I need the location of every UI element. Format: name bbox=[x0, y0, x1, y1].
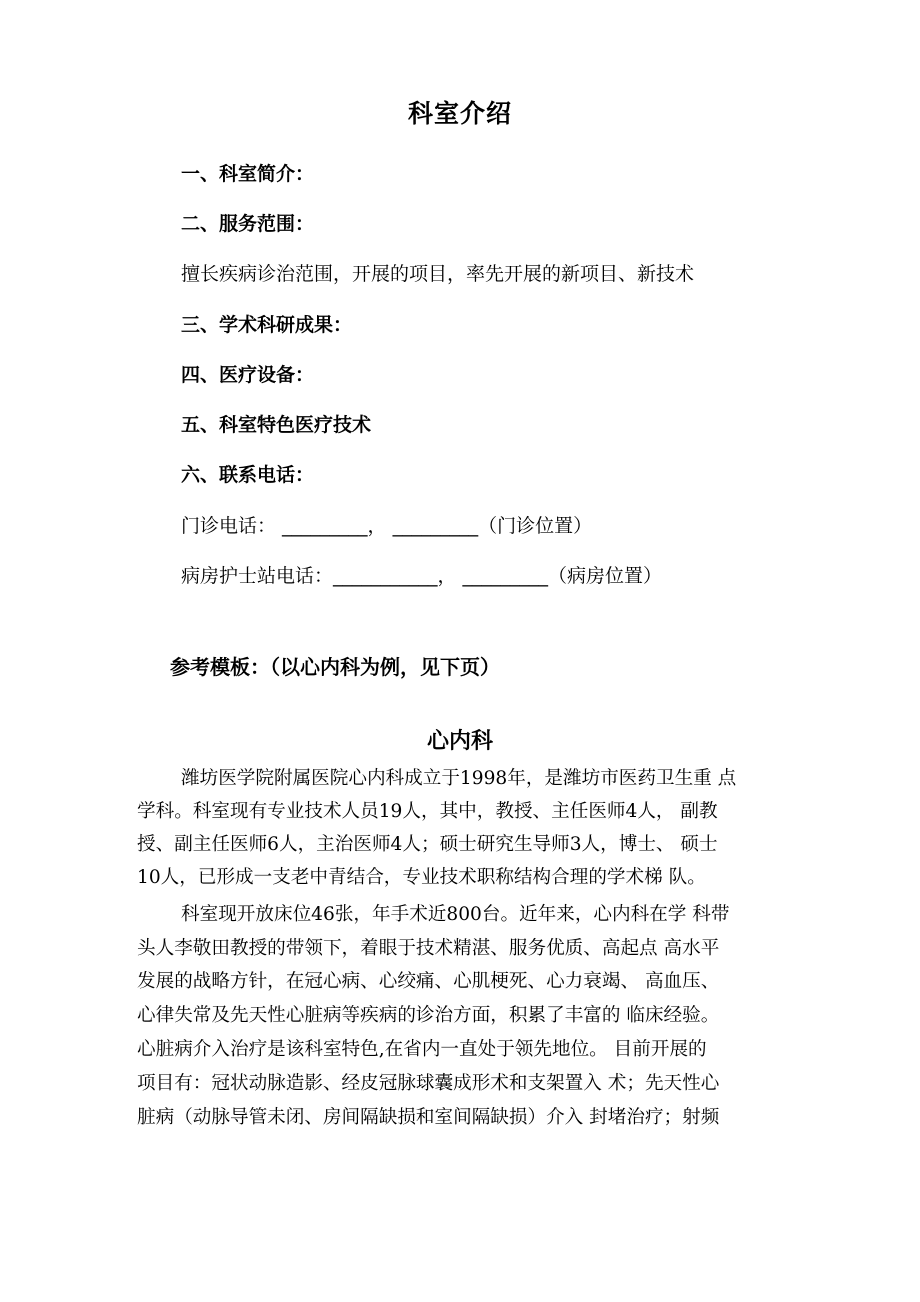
section-service-scope-heading: 二、服务范围： bbox=[181, 213, 315, 235]
paragraph-line: 10人，已形成一支老中青结合，专业技术职称结构合理的学术梯 队。 bbox=[137, 867, 706, 888]
section-intro-heading: 一、科室简介： bbox=[181, 163, 315, 185]
paragraph-line: 心脏病介入治疗是该科室特色,在省内一直处于领先地位。 目前开展的 bbox=[137, 1039, 707, 1060]
paragraph-line: 项目有：冠状动脉造影、经皮冠脉球囊成形术和支架置入 术；先天性心 bbox=[137, 1073, 720, 1094]
paragraph-line: 脏病（动脉导管未闭、房间隔缺损和室间隔缺损）介入 封堵治疗；射频 bbox=[137, 1107, 720, 1128]
section-research-heading: 三、学术科研成果： bbox=[181, 314, 353, 336]
outpatient-phone-line: 门诊电话： _________， _________（门诊位置） bbox=[181, 515, 593, 537]
template-note: 参考模板：（以心内科为例，见下页） bbox=[170, 655, 500, 679]
department-title: 心内科 bbox=[426, 729, 493, 754]
paragraph-line: 发展的战略方针，在冠心病、心绞痛、心肌梗死、心力衰竭、 高血压、 bbox=[137, 971, 720, 992]
section-featured-tech-heading: 五、科室特色医疗技术 bbox=[181, 414, 372, 436]
section-contact-heading: 六、联系电话： bbox=[181, 464, 315, 486]
document-title: 科室介绍 bbox=[407, 99, 512, 128]
paragraph-line: 学科。科室现有专业技术人员19人，其中，教授、主任医师4人， 副教 bbox=[137, 801, 718, 822]
paragraph-line: 头人李敬田教授的带领下，着眼于技术精湛、服务优质、高起点 高水平 bbox=[137, 938, 720, 959]
section-equipment-heading: 四、医疗设备： bbox=[181, 364, 315, 386]
service-scope-description: 擅长疾病诊治范围，开展的项目，率先开展的新项目、新技术 bbox=[181, 263, 695, 285]
paragraph-line: 潍坊医学院附属医院心内科成立于1998年，是潍坊市医药卫生重 点 bbox=[181, 768, 737, 789]
paragraph-line: 授、副主任医师6人，主治医师4人；硕士研究生导师3人，博士、 硕士 bbox=[137, 834, 718, 855]
paragraph-line: 心律失常及先天性心脏病等疾病的诊治方面，积累了丰富的 临床经验。 bbox=[137, 1005, 720, 1026]
paragraph-line: 科室现开放床位46张，年手术近800台。近年来，心内科在学 科带 bbox=[181, 904, 730, 925]
ward-phone-line: 病房护士站电话：___________， _________（病房位置） bbox=[181, 565, 663, 587]
